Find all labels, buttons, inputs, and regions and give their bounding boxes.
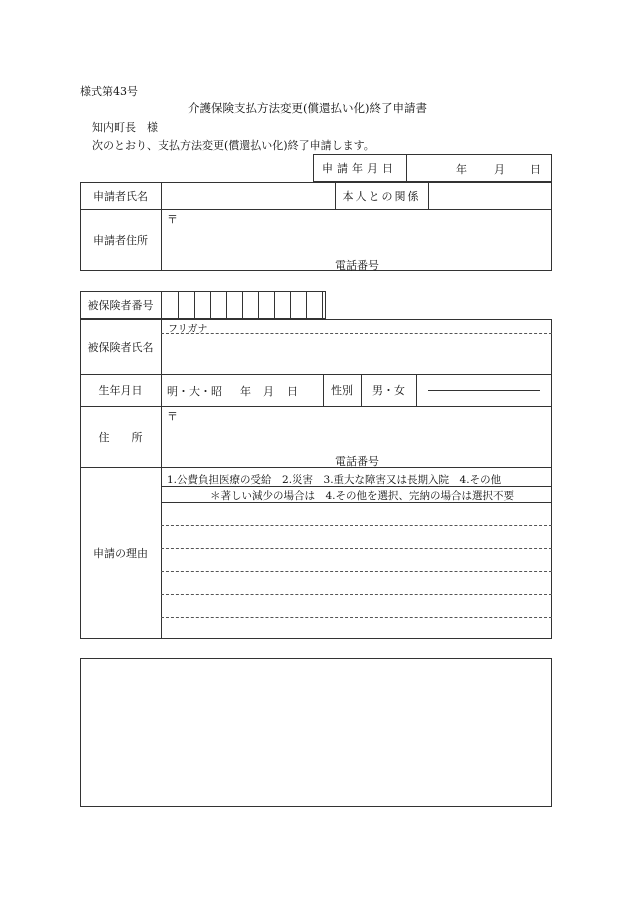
form-number: 様式第43号 — [80, 85, 138, 98]
applicant-name-label: 申請者氏名 — [93, 189, 148, 203]
applicant-address-label: 申請者住所 — [93, 234, 148, 247]
application-date-label: 申請年月日 — [322, 162, 397, 175]
insured-number-cell-divider — [258, 291, 259, 319]
birth-date-label: 生年月日 — [98, 384, 143, 397]
intro-text: 次のとおり、支払方法変更(償還払い化)終了申請します。 — [92, 139, 375, 152]
birth-year-label: 年 — [240, 385, 251, 398]
applicant-postal-mark: 〒 — [167, 213, 178, 226]
insured-postal-mark: 〒 — [167, 410, 178, 423]
form-title: 介護保険支払方法変更(償還払い化)終了申請書 — [188, 101, 427, 115]
birth-day-label: 日 — [287, 385, 298, 398]
insured-number-cell-divider — [242, 291, 243, 319]
insured-number-cell-divider — [274, 291, 275, 319]
insured-number-cell-divider — [290, 291, 291, 319]
addressee: 知内町長 様 — [92, 121, 158, 134]
era-options: 明・大・昭 — [167, 385, 222, 398]
remarks-box — [80, 658, 552, 807]
reason-label: 申請の理由 — [93, 547, 148, 560]
application-day-label: 日 — [530, 163, 541, 176]
furigana-label: フリガナ — [168, 324, 208, 335]
insured-number-cell-divider — [178, 291, 179, 319]
application-month-label: 月 — [494, 163, 505, 176]
application-year-label: 年 — [456, 163, 467, 176]
gender-label: 性別 — [331, 384, 353, 397]
insured-number-cell-divider — [226, 291, 227, 319]
insured-number-cell-divider — [194, 291, 195, 319]
gender-other-line — [428, 390, 540, 391]
insured-phone-label: 電話番号 — [335, 455, 379, 468]
insured-number-cell-divider — [322, 291, 323, 319]
reason-options: 1.公費負担医療の受給 2.災害 3.重大な障害又は長期入院 4.その他 — [167, 474, 502, 486]
insured-address-label: 住 所 — [98, 430, 143, 444]
applicant-relation-label: 本人との関係 — [342, 189, 421, 203]
birth-month-label: 月 — [263, 385, 274, 398]
insured-name-label: 被保険者氏名 — [87, 340, 154, 354]
insured-number-label: 被保険者番号 — [87, 299, 154, 312]
insured-number-cell-divider — [306, 291, 307, 319]
applicant-phone-label: 電話番号 — [335, 259, 379, 272]
insured-number-cell-divider — [210, 291, 211, 319]
gender-options: 男・女 — [372, 384, 405, 397]
reason-note: ＊著しい減少の場合は 4.その他を選択、完納の場合は選択不要 — [210, 490, 515, 502]
